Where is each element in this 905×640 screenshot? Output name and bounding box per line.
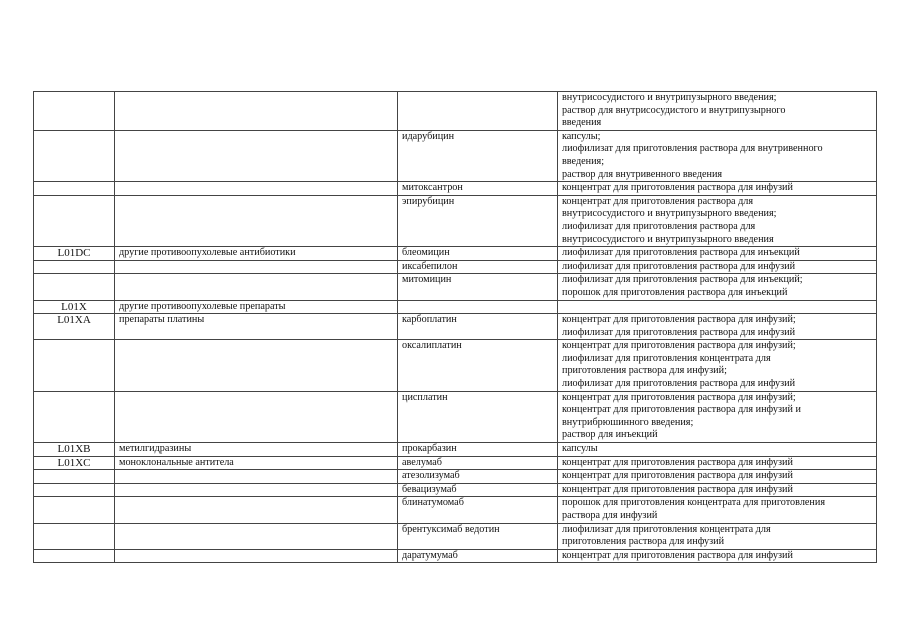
atc-group-cell bbox=[115, 130, 398, 181]
atc-group-cell bbox=[115, 549, 398, 563]
drug-name-cell: митомицин bbox=[398, 274, 558, 300]
atc-group-cell bbox=[115, 483, 398, 497]
drug-table-body bbox=[34, 92, 877, 563]
atc-code-cell: L01XC bbox=[34, 456, 115, 470]
dosage-forms-cell: порошок для приготовления концентрата для приготовления раствора для инфузий bbox=[558, 497, 877, 523]
drug-name-cell: бевацизумаб bbox=[398, 483, 558, 497]
dosage-forms-cell: концентрат для приготовления раствора для инфузий bbox=[558, 549, 877, 563]
drug-name-cell bbox=[398, 300, 558, 314]
drug-name-cell: идарубицин bbox=[398, 130, 558, 181]
dosage-forms-cell: концентрат для приготовления раствора для инфузий; концентрат для приготовления раствора для инфузий и внутрибрюшинного введения; раствор для инъекций bbox=[558, 391, 877, 442]
atc-group-cell bbox=[115, 340, 398, 391]
table-row bbox=[34, 470, 877, 484]
dosage-forms-cell: концентрат для приготовления раствора для инфузий; лиофилизат для приготовления концентрата для приготовления раствора для инфузий; лиофилизат для приготовления раствора для инфузий bbox=[558, 340, 877, 391]
atc-group-cell bbox=[115, 274, 398, 300]
drug-name-cell: брентуксимаб ведотин bbox=[398, 523, 558, 549]
drug-name-cell: цисплатин bbox=[398, 391, 558, 442]
dosage-forms-cell: капсулы bbox=[558, 443, 877, 457]
atc-code-cell bbox=[34, 497, 115, 523]
drug-name-cell: иксабепилон bbox=[398, 260, 558, 274]
atc-code-cell bbox=[34, 523, 115, 549]
table-row bbox=[34, 247, 877, 261]
atc-group-cell: метилгидразины bbox=[115, 443, 398, 457]
atc-group-cell bbox=[115, 470, 398, 484]
atc-code-cell bbox=[34, 391, 115, 442]
drug-name-cell: эпирубицин bbox=[398, 195, 558, 246]
dosage-forms-cell: лиофилизат для приготовления раствора для инфузий bbox=[558, 260, 877, 274]
drug-name-cell: митоксантрон bbox=[398, 182, 558, 196]
table-row bbox=[34, 497, 877, 523]
atc-group-cell: моноклональные антитела bbox=[115, 456, 398, 470]
dosage-forms-cell: лиофилизат для приготовления раствора для инъекций; порошок для приготовления раствора для инъекций bbox=[558, 274, 877, 300]
atc-code-cell bbox=[34, 340, 115, 391]
drug-name-cell: оксалиплатин bbox=[398, 340, 558, 391]
table-row bbox=[34, 274, 877, 300]
table-row bbox=[34, 300, 877, 314]
table-row bbox=[34, 549, 877, 563]
dosage-forms-cell: лиофилизат для приготовления концентрата для приготовления раствора для инфузий bbox=[558, 523, 877, 549]
atc-code-cell bbox=[34, 92, 115, 131]
dosage-forms-cell: концентрат для приготовления раствора для инфузий bbox=[558, 470, 877, 484]
table-row bbox=[34, 340, 877, 391]
table-row bbox=[34, 130, 877, 181]
drug-table bbox=[33, 91, 877, 563]
drug-name-cell: блеомицин bbox=[398, 247, 558, 261]
atc-group-cell bbox=[115, 92, 398, 131]
dosage-forms-cell: лиофилизат для приготовления раствора для инъекций bbox=[558, 247, 877, 261]
drug-name-cell: авелумаб bbox=[398, 456, 558, 470]
dosage-forms-cell: концентрат для приготовления раствора для инфузий bbox=[558, 456, 877, 470]
atc-code-cell bbox=[34, 549, 115, 563]
atc-code-cell bbox=[34, 260, 115, 274]
atc-code-cell bbox=[34, 274, 115, 300]
table-row bbox=[34, 92, 877, 131]
drug-name-cell: атезолизумаб bbox=[398, 470, 558, 484]
drug-name-cell: карбоплатин bbox=[398, 314, 558, 340]
dosage-forms-cell: концентрат для приготовления раствора для инфузий bbox=[558, 182, 877, 196]
dosage-forms-cell: внутрисосудистого и внутрипузырного введения; раствор для внутрисосудистого и внутрипузырного введения bbox=[558, 92, 877, 131]
atc-code-cell bbox=[34, 182, 115, 196]
drug-name-cell bbox=[398, 92, 558, 131]
atc-code-cell: L01XB bbox=[34, 443, 115, 457]
atc-code-cell bbox=[34, 130, 115, 181]
dosage-forms-cell: концентрат для приготовления раствора для внутрисосудистого и внутрипузырного введения; лиофилизат для приготовления раствора для внутрисосудистого и внутрипузырного введения bbox=[558, 195, 877, 246]
atc-group-cell bbox=[115, 523, 398, 549]
atc-code-cell bbox=[34, 483, 115, 497]
drug-name-cell: прокарбазин bbox=[398, 443, 558, 457]
table-row bbox=[34, 391, 877, 442]
drug-name-cell: даратумумаб bbox=[398, 549, 558, 563]
atc-group-cell: препараты платины bbox=[115, 314, 398, 340]
atc-group-cell bbox=[115, 391, 398, 442]
atc-group-cell bbox=[115, 195, 398, 246]
dosage-forms-cell bbox=[558, 300, 877, 314]
table-row bbox=[34, 195, 877, 246]
atc-group-cell bbox=[115, 497, 398, 523]
atc-code-cell: L01X bbox=[34, 300, 115, 314]
atc-group-cell: другие противоопухолевые препараты bbox=[115, 300, 398, 314]
drug-name-cell: блинатумомаб bbox=[398, 497, 558, 523]
atc-group-cell: другие противоопухолевые антибиотики bbox=[115, 247, 398, 261]
atc-code-cell bbox=[34, 195, 115, 246]
table-row bbox=[34, 182, 877, 196]
table-row bbox=[34, 443, 877, 457]
dosage-forms-cell: концентрат для приготовления раствора для инфузий; лиофилизат для приготовления раствора для инфузий bbox=[558, 314, 877, 340]
dosage-forms-cell: концентрат для приготовления раствора для инфузий bbox=[558, 483, 877, 497]
table-row bbox=[34, 456, 877, 470]
table-row bbox=[34, 314, 877, 340]
atc-code-cell: L01XA bbox=[34, 314, 115, 340]
table-row bbox=[34, 483, 877, 497]
atc-code-cell bbox=[34, 470, 115, 484]
table-row bbox=[34, 260, 877, 274]
dosage-forms-cell: капсулы; лиофилизат для приготовления раствора для внутривенного введения; раствор для внутривенного введения bbox=[558, 130, 877, 181]
table-row bbox=[34, 523, 877, 549]
atc-group-cell bbox=[115, 260, 398, 274]
atc-code-cell: L01DC bbox=[34, 247, 115, 261]
atc-group-cell bbox=[115, 182, 398, 196]
